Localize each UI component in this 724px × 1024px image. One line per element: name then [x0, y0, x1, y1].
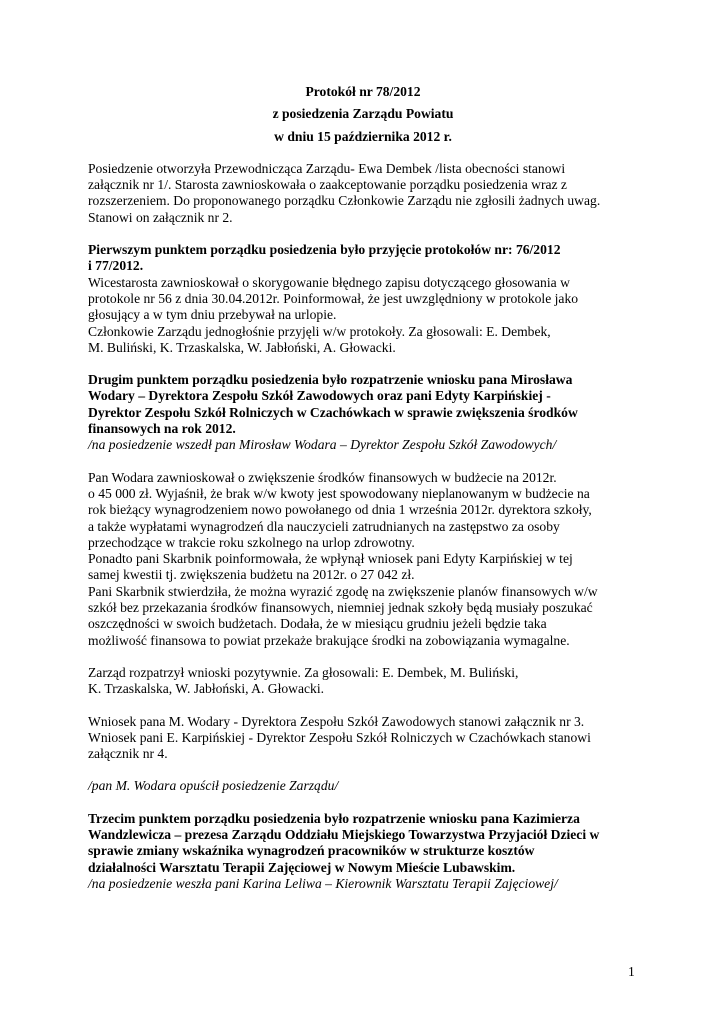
text-line: a także wypłatami wynagrodzeń dla nauczycieli zatrudnianych na zastępstwo za osoby	[88, 518, 560, 534]
point1-heading: i 77/2012.	[88, 258, 144, 274]
text-line: przechodzące w trakcie roku szkolnego na urlop zdrowotny.	[88, 534, 415, 550]
point1-heading: Pierwszym punktem porządku posiedzenia było przyjęcie protokołów nr: 76/2012	[88, 242, 561, 258]
point3-section	[88, 811, 638, 892]
text-line: Wniosek pana M. Wodary - Dyrektora Zespołu Szkół Zawodowych stanowi załącznik nr 3.	[88, 713, 585, 729]
text-line: protokole nr 56 z dnia 30.04.2012r. Poinformował, że jest uwzględniony w protokole jako	[88, 290, 579, 306]
point2-vote	[88, 665, 638, 698]
point2-body	[88, 470, 638, 649]
text-line: załącznik nr 4.	[88, 746, 168, 762]
text-line: Pan Wodara zawnioskował o zwiększenie środków finansowych w budżecie na 2012r.	[88, 469, 557, 485]
point2-heading: Wodary – Dyrektora Zespołu Szkół Zawodowych oraz pani Edyty Karpińskiej -	[88, 388, 551, 404]
point2-exit-note	[88, 778, 638, 794]
point1-section	[88, 242, 638, 356]
point2-heading: Dyrektor Zespołu Szkół Rolniczych w Czachówkach w sprawie zwiększenia środków	[88, 404, 578, 420]
document-page	[88, 84, 638, 908]
exit-note: /pan M. Wodara opuścił posiedzenie Zarządu/	[88, 778, 339, 794]
point2-section	[88, 372, 638, 453]
text-line: rok bieżący wynagrodzeniem nowo powołanego od dnia 1 września 2012r. dyrektora szkoły,	[88, 502, 592, 518]
text-line: Zarząd rozpatrzył wnioski pozytywnie. Za głosowali: E. Dembek, M. Buliński,	[88, 664, 519, 680]
text-line: K. Trzaskalska, W. Jabłoński, A. Głowacki.	[88, 681, 324, 697]
text-line: możliwość finansowa to powiat przekaże brakujące środki na zobowiązania wymagalne.	[88, 632, 570, 648]
text-line: oszczędności w swoich budżetach. Dodała, że w miesiącu grudniu jeżeli będzie taka	[88, 616, 547, 632]
point3-entry-note: /na posiedzenie weszła pani Karina Leliwa – Kierownik Warsztatu Terapii Zajęciowej/	[88, 875, 558, 891]
point2-heading: Drugim punktem porządku posiedzenia było rozpatrzenie wniosku pana Mirosława	[88, 372, 573, 388]
point3-heading: Wandzlewicza – prezesa Zarządu Oddziału Miejskiego Towarzystwa Przyjaciół Dzieci w	[88, 826, 600, 842]
document-title: Protokół nr 78/2012	[305, 84, 421, 99]
text-line: Wniosek pani E. Karpińskiej - Dyrektor Zespołu Szkół Rolniczych w Czachówkach stanowi	[88, 729, 591, 745]
text-line: Stanowi on załącznik nr 2.	[88, 209, 233, 225]
point3-heading: działalności Warsztatu Terapii Zajęciowej w Nowym Mieście Lubawskim.	[88, 859, 516, 875]
intro-paragraph	[88, 161, 638, 226]
text-line: samej kwestii tj. zwiększenia budżetu na 2012r. o 27 042 zł.	[88, 567, 415, 583]
document-date: w dniu 15 października 2012 r.	[274, 128, 452, 144]
text-line: Posiedzenie otworzyła Przewodnicząca Zarządu- Ewa Dembek /lista obecności stanowi	[88, 160, 566, 176]
point2-attachments	[88, 714, 638, 763]
page-number: 1	[628, 964, 635, 979]
text-line: głosujący a w tym dniu przebywał na urlopie.	[88, 307, 337, 323]
point2-entry-note: /na posiedzenie wszedł pan Mirosław Wodara – Dyrektor Zespołu Szkół Zawodowych/	[88, 437, 557, 453]
text-line: szkół bez przekazania środków finansowych, niemniej jednak szkoły będą musiały poszukać	[88, 600, 593, 616]
document-header	[88, 84, 638, 145]
text-line: M. Buliński, K. Trzaskalska, W. Jabłoński, A. Głowacki.	[88, 339, 396, 355]
text-line: o 45 000 zł. Wyjaśnił, że brak w/w kwoty jest spowodowany nieplanowanym w budżecie na	[88, 485, 590, 501]
text-line: załącznik nr 1/. Starosta zawnioskowała o zaakceptowanie porządku posiedzenia wraz z	[88, 177, 567, 193]
point3-heading: Trzecim punktem porządku posiedzenia było rozpatrzenie wniosku pana Kazimierza	[88, 810, 580, 826]
point3-heading: sprawie zmiany wskaźnika wynagrodzeń pracowników w strukturze kosztów	[88, 843, 535, 859]
text-line: Ponadto pani Skarbnik poinformowała, że wpłynął wniosek pani Edyty Karpińskiej w tej	[88, 551, 573, 567]
text-line: rozszerzeniem. Do proponowanego porządku Członkowie Zarządu nie zgłosili żadnych uwag.	[88, 193, 601, 209]
document-subtitle: z posiedzenia Zarządu Powiatu	[272, 106, 454, 122]
point2-heading: finansowych na rok 2012.	[88, 421, 236, 437]
text-line: Pani Skarbnik stwierdziła, że można wyrazić zgodę na zwiększenie planów finansowych w/w	[88, 583, 598, 599]
text-line: Wicestarosta zawnioskował o skorygowanie błędnego zapisu dotyczącego głosowania w	[88, 274, 570, 290]
text-line: Członkowie Zarządu jednogłośnie przyjęli w/w protokoły. Za głosowali: E. Dembek,	[88, 323, 551, 339]
